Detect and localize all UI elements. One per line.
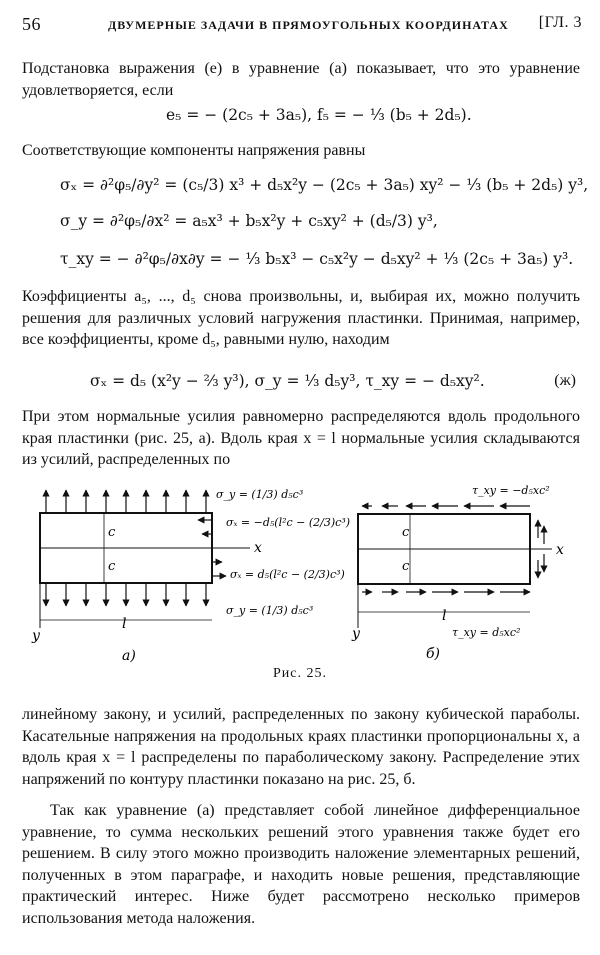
figure-caption: Рис. 25.: [273, 666, 327, 681]
paragraph-linear-law: линейному закону, и усилий, распределенных по закону кубической параболы. Касательные напряжения на продольных краях пластинки пропорциональны x, а вдоль края x = l распределены по параболическому закону. Распределение этих напряжений по контуру пластинки показано на рис. 25, б.: [22, 706, 580, 788]
equation-e5-f5: e₅ = − (2c₅ + 3a₅), f₅ = − ⅓ (b₅ + 2d₅).: [166, 106, 472, 124]
label-sigma-x-bottom-a: σₓ = d₅(l²c − (2/3)c³): [230, 568, 345, 581]
label-l-a: l: [122, 616, 127, 632]
label-c-bottom-b: c: [402, 559, 410, 574]
label-x-b: x: [556, 542, 564, 558]
label-sigma-x-top-a: σₓ = −d₅(l²c − (2/3)c³): [226, 516, 351, 529]
label-y-b: y: [352, 626, 360, 642]
figure-25: [22, 478, 582, 678]
running-header: [22, 14, 582, 40]
paragraph-superposition: Так как уравнение (а) представляет собой линейное дифференциальное уравнение, то сумма нескольких решений этого уравнения также будет его решением. В силу этого можно производить наложение элементарных решений, полученных в этом параграфе, и находить новые решения, представляющие практический интерес. Ниже будет рассмотрено несколько примеров использования метода наложения.: [22, 802, 580, 927]
page-number: 56: [22, 14, 41, 34]
label-x-a: x: [254, 540, 262, 556]
top-edge-arrows-a: [46, 490, 206, 513]
label-tau-top-b: τ_xy = −d₅xc²: [472, 484, 550, 497]
figure-25a: [31, 488, 350, 664]
label-y-a: y: [32, 628, 40, 644]
paragraph-coefficients: Коэффициенты a₅, ..., d₅ снова произвольны, и, выбирая их, можно получить решения для различных условий нагружения пластинки. Принимая, например, все коэффициенты, кроме d₅, равными нулю, находим: [22, 288, 580, 348]
label-l-b: l: [442, 608, 447, 624]
label-sigma-y-bottom-a: σ_y = (1/3) d₅c³: [226, 604, 314, 617]
label-subfigure-b: б): [426, 646, 441, 662]
running-title: ДВУМЕРНЫЕ ЗАДАЧИ В ПРЯМОУГОЛЬНЫХ КООРДИНАТАХ: [108, 18, 509, 32]
equation-sigma-y: σ_y = ∂²φ₅/∂x² = a₅x³ + b₅x²y + c₅xy² + (d₅/3) y³,: [60, 212, 438, 230]
label-c-top-b: c: [402, 525, 410, 540]
label-sigma-y-top-a: σ_y = (1/3) d₅c³: [216, 488, 304, 501]
equation-label-zh: (ж): [554, 372, 576, 389]
bottom-edge-arrows-a: [46, 583, 206, 606]
equation-sigma-x: σₓ = ∂²φ₅/∂y² = (c₅/3) x³ + d₅x²y − (2c₅ + 3a₅) xy² − ⅓ (b₅ + 2d₅) y³,: [60, 176, 589, 194]
paragraph-substitution: Подстановка выражения (е) в уравнение (а) показывает, что это уравнение удовлетворяется, если: [22, 60, 580, 99]
paragraph-stress-components: Соответствующие компоненты напряжения равны: [22, 142, 366, 159]
figure-25b: [351, 484, 564, 662]
label-tau-bottom-b: τ_xy = d₅xc²: [452, 626, 521, 639]
chapter-marker: [ГЛ. 3: [538, 14, 582, 31]
equation-zh: σₓ = d₅ (x²y − ⅔ y³), σ_y = ⅓ d₅y³, τ_xy = − d₅xy².: [90, 372, 485, 390]
label-subfigure-a: а): [122, 648, 136, 664]
paragraph-normal-forces: При этом нормальные усилия равномерно распределяются вдоль продольного края пластинки (рис. 25, а). Вдоль края x = l нормальные усилия складываются из усилий, распределенных по: [22, 408, 580, 468]
equation-tau-xy: τ_xy = − ∂²φ₅/∂x∂y = − ⅓ b₅x³ − c₅x²y − d₅xy² + ⅓ (2c₅ + 3a₅) y³.: [60, 250, 574, 268]
label-c-bottom-a: c: [108, 559, 116, 574]
label-c-top-a: c: [108, 525, 116, 540]
